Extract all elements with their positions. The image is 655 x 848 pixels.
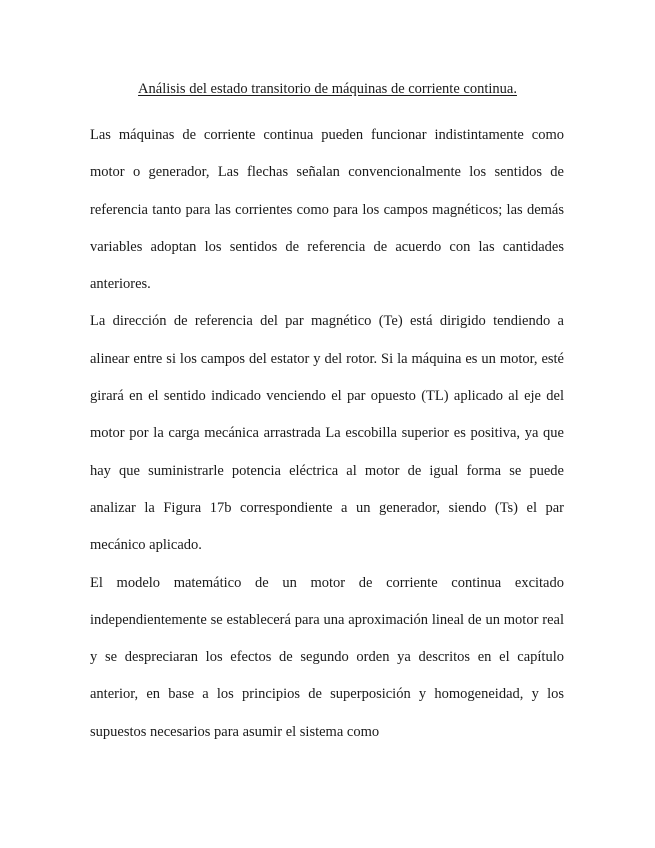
document-body xyxy=(90,117,564,751)
paragraph-1: Las máquinas de corriente continua pueden funcionar indistintamente como motor o generador, Las flechas señalan convencionalmente los sentidos de referencia tanto para las corrientes como para los campos magnéticos; las demás variables adoptan los sentidos de referencia de acuerdo con las cantidades anteriores. xyxy=(90,127,564,293)
document-title: Análisis del estado transitorio de máquinas de corriente continua. xyxy=(138,81,517,97)
paragraph-3: El modelo matemático de un motor de corriente continua excitado independientemente se establecerá para una aproximación lineal de un motor real y se despreciaran los efectos de segundo orden ya descritos en el capítulo anterior, en base a los principios de superposición y homogeneidad, y los supuestos necesarios para asumir el sistema como xyxy=(90,574,564,740)
paragraph-2: La dirección de referencia del par magnético (Te) está dirigido tendiendo a alinear entre si los campos del estator y del rotor. Si la máquina es un motor, esté girará en el sentido indicado venciendo el par opuesto (TL) aplicado al eje del motor por la carga mecánica arrastrada La escobilla superior es positiva, ya que hay que suministrarle potencia eléctrica al motor de igual forma se puede analizar la Figura 17b correspondiente a un generador, siendo (Ts) el par mecánico aplicado. xyxy=(90,313,564,554)
